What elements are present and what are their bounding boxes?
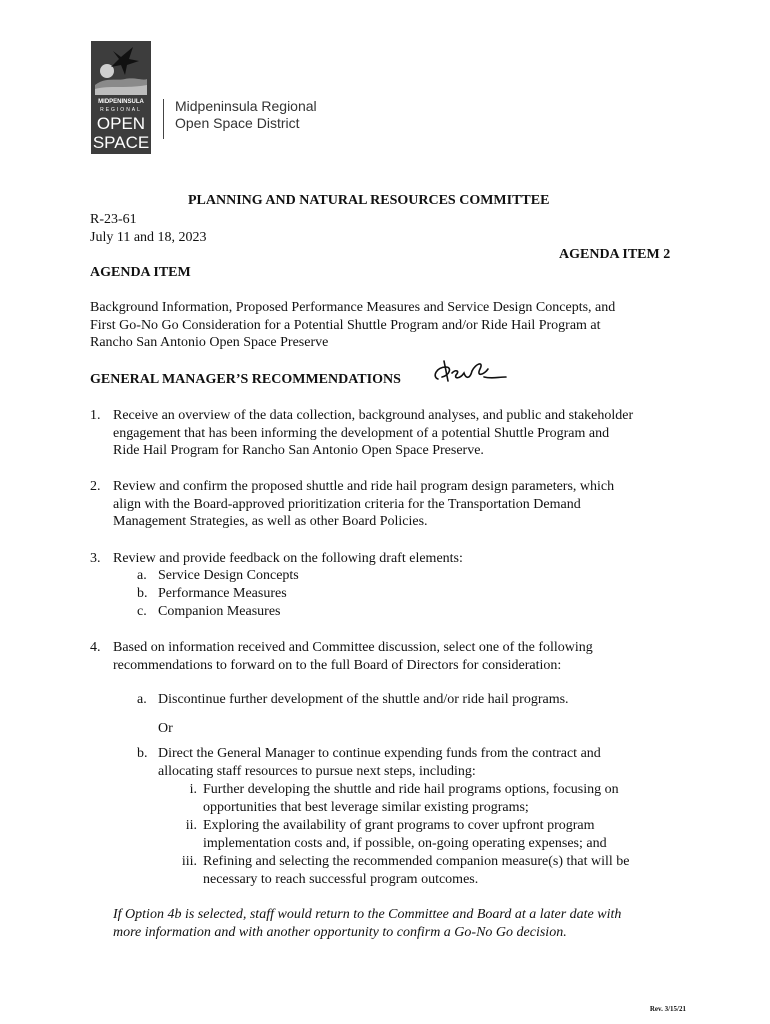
agenda-title-line: Background Information, Proposed Performance Measures and Service Design Concepts, and: [90, 300, 616, 315]
sub-text: allocating staff resources to pursue next steps, including:: [158, 763, 476, 779]
roman-number: i.: [189, 782, 197, 797]
roman-number: iii.: [181, 854, 197, 869]
note-line: more information and with another opportunity to confirm a Go-No Go decision.: [113, 924, 567, 940]
sub-letter: b.: [137, 746, 148, 761]
committee-title: PLANNING AND NATURAL RESOURCES COMMITTEE: [188, 193, 550, 208]
item-line: Review and provide feedback on the following draft elements:: [113, 551, 463, 566]
recommendations-heading: GENERAL MANAGER’S RECOMMENDATIONS: [90, 372, 401, 387]
or-separator: Or: [158, 721, 173, 736]
agenda-title-line: Rancho San Antonio Open Space Preserve: [90, 335, 329, 350]
district-name: [175, 98, 317, 132]
gm-signature: [426, 357, 508, 385]
item-number: 3.: [90, 551, 101, 566]
roman-number: ii.: [185, 818, 197, 833]
logo-badge-line3: OPEN: [96, 114, 146, 133]
logo-badge-line2: REGIONAL: [100, 107, 142, 113]
item-line: Based on information received and Committee discussion, select one of the following: [113, 640, 593, 655]
item-line: recommendations to forward on to the full Board of Directors for consideration:: [113, 657, 562, 673]
item-number: 2.: [90, 479, 101, 494]
item-line: Review and confirm the proposed shuttle and ride hail program design parameters, which: [113, 479, 615, 494]
sub-letter: b.: [137, 586, 148, 601]
roman-text: Exploring the availability of grant programs to cover upfront program: [203, 818, 595, 833]
sub-text: Discontinue further development of the shuttle and/or ride hail programs.: [158, 692, 569, 707]
logo-badge: [91, 41, 151, 154]
logo-badge-line1: MIDPENINSULA: [98, 99, 144, 105]
roman-text: Further developing the shuttle and ride hail programs options, focusing on: [203, 782, 619, 797]
item-number: 1.: [90, 408, 101, 423]
roman-text: Refining and selecting the recommended companion measure(s) that will be: [203, 854, 630, 869]
sub-text: Companion Measures: [158, 604, 281, 619]
option-4b-note: [113, 906, 673, 941]
sub-letter: a.: [137, 692, 147, 707]
item-line: Management Strategies, as well as other Board Policies.: [113, 514, 428, 529]
agenda-item-number: AGENDA ITEM 2: [559, 247, 671, 262]
district-logo: [91, 41, 151, 154]
item-line: engagement that has been informing the development of a potential Shuttle Program and: [113, 425, 610, 441]
roman-text: necessary to reach successful program outcomes.: [203, 871, 479, 887]
sub-text: Service Design Concepts: [158, 568, 299, 583]
roman-text: implementation costs and, if possible, on-going operating expenses; and: [203, 835, 607, 851]
district-name-line1: Midpeninsula Regional: [175, 98, 317, 114]
note-line: If Option 4b is selected, staff would return to the Committee and Board at a later date with: [113, 907, 622, 922]
roman-text: opportunities that best leverage similar existing programs;: [203, 799, 529, 815]
logo-badge-line4: SPACE: [92, 133, 150, 152]
district-name-line2: Open Space District: [175, 115, 300, 131]
sub-letter: a.: [137, 568, 147, 583]
report-number: R-23-61: [90, 212, 137, 227]
agenda-item-heading: AGENDA ITEM: [90, 265, 191, 280]
sub-text: Direct the General Manager to continue expending funds from the contract and: [158, 746, 601, 761]
logo-divider: [163, 99, 164, 139]
item-number: 4.: [90, 640, 101, 655]
agenda-title-line: First Go-No Go Consideration for a Potential Shuttle Program and/or Ride Hail Program at: [90, 317, 601, 333]
item-line: Receive an overview of the data collection, background analyses, and public and stakeholder: [113, 408, 634, 423]
revision-date: Rev. 3/15/21: [649, 1005, 686, 1013]
sub-text: Performance Measures: [158, 586, 287, 601]
meeting-dates: July 11 and 18, 2023: [90, 230, 207, 245]
item-line: align with the Board-approved prioritization criteria for the Transportation Demand: [113, 496, 581, 512]
item-line: Ride Hail Program for Rancho San Antonio Open Space Preserve.: [113, 443, 484, 458]
agenda-title: [90, 299, 690, 352]
sub-letter: c.: [137, 604, 147, 619]
